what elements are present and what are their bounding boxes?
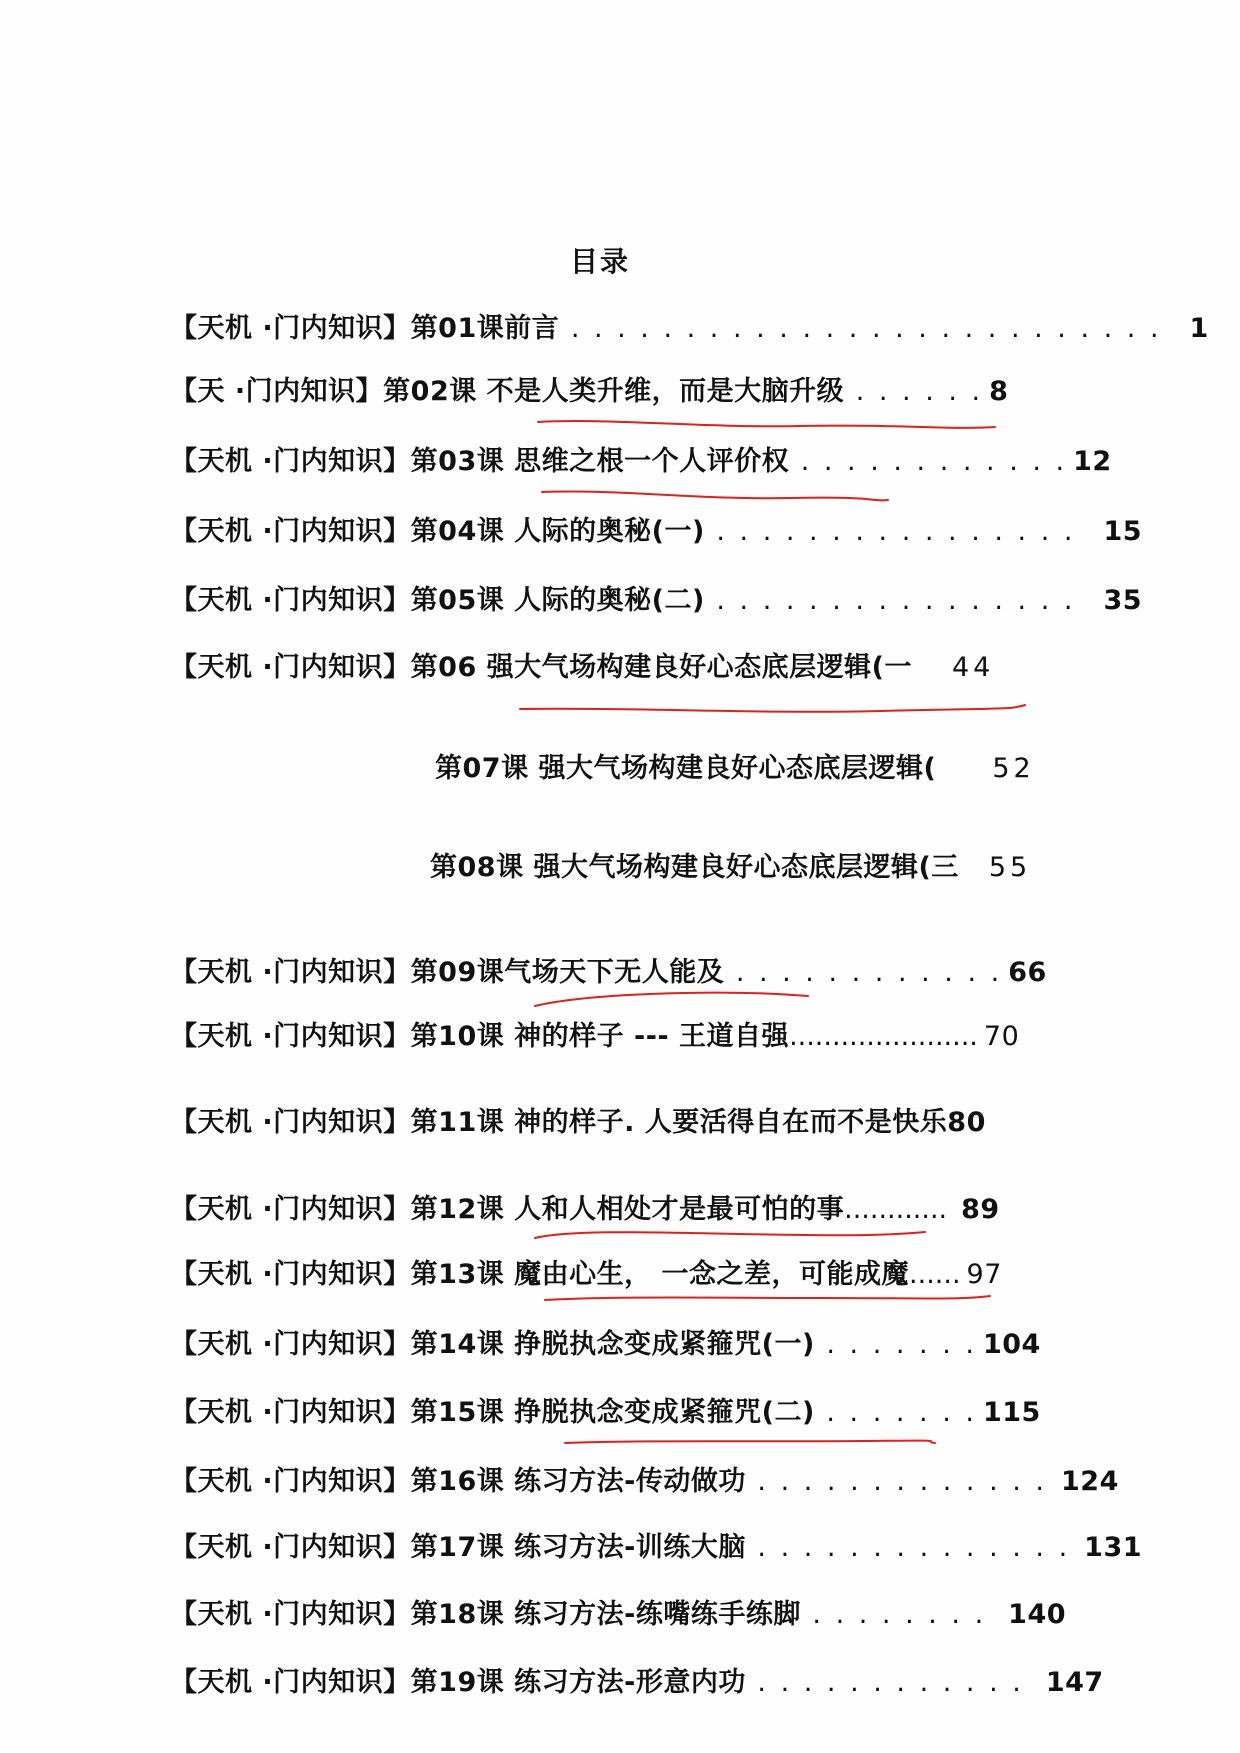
red-underline: [538, 421, 995, 428]
entry-text: 第07课 强大气场构建良好心态底层逻辑(: [435, 753, 937, 784]
page-number: 124: [1061, 1466, 1119, 1497]
leader-dots: . . . . . . .: [814, 1329, 977, 1360]
leader-dots: ......................: [789, 1021, 978, 1052]
entry-text: 【天机 ·门内知识】第11课 神的样子. 人要活得自在而不是快乐: [170, 1107, 948, 1138]
page-number: 89: [961, 1194, 1000, 1225]
leader-dots: . . . . . . . . . . . . . . . .: [704, 585, 1076, 616]
entry-text: 【天机 ·门内知识】第19课 练习方法-形意内功: [170, 1667, 746, 1698]
toc-entry: [170, 1459, 1119, 1498]
entry-text: 【天机 ·门内知识】第16课 练习方法-传动做功: [170, 1466, 746, 1497]
toc-entry: [170, 509, 1142, 548]
entry-text: 【天机 ·门内知识】第01课前言: [170, 313, 560, 344]
leader-dots: . . . . . .: [844, 376, 984, 407]
leader-dots: . . . . . . . . . . . . . .: [745, 1532, 1071, 1563]
leader-dots: ......: [909, 1259, 961, 1290]
page-number: 55: [988, 852, 1032, 883]
toc-entry: [170, 1322, 1041, 1361]
leader-dots: . . . . . . . . . . . . . . . .: [704, 516, 1076, 547]
red-underline: [545, 1296, 990, 1300]
toc-entry: [430, 845, 1031, 884]
leader-dots: . . . . . . . . . . . .: [724, 957, 1003, 988]
toc-entry: [170, 1100, 986, 1139]
leader-dots: . . . . . . .: [814, 1397, 977, 1428]
entry-text: 【天机 ·门内知识】第13课 魔由心生， 一念之差，可能成魔: [170, 1259, 910, 1290]
page-number: 66: [1008, 957, 1047, 988]
leader-dots: . . . . . . . . . . . .: [745, 1667, 1024, 1698]
page-number: 70: [983, 1021, 1020, 1052]
toc-entry: [170, 306, 1209, 345]
red-underline: [542, 491, 888, 500]
page-number: 1: [1189, 313, 1209, 344]
toc-entry: [435, 746, 1035, 785]
page-number: 115: [982, 1397, 1041, 1428]
entry-text: 第08课 强大气场构建良好心态底层逻辑(三: [430, 852, 959, 883]
entry-text: 【天机 ·门内知识】第03课 思维之根一个人评价权: [170, 446, 790, 477]
page-number: 147: [1045, 1667, 1104, 1698]
toc-entry: [170, 645, 994, 684]
entry-text: 【天机 ·门内知识】第17课 练习方法-训练大脑: [170, 1532, 746, 1563]
entry-text: 【天机 ·门内知识】第06 强大气场构建良好心态底层逻辑(一: [170, 652, 912, 683]
page-number: 80: [947, 1107, 986, 1138]
toc-entry: [170, 1252, 1002, 1291]
entry-text: 【天 ·门内知识】第02课 不是人类升维，而是大脑升级: [170, 376, 845, 407]
entry-text: 【天机 ·门内知识】第05课 人际的奥秘(二): [170, 585, 705, 616]
page-number: 104: [982, 1329, 1041, 1360]
toc-entry: [170, 1660, 1104, 1699]
page-number: 35: [1103, 585, 1143, 616]
entry-text: 【天机 ·门内知识】第12课 人和人相处才是最可怕的事: [170, 1194, 845, 1225]
red-underline: [535, 1232, 925, 1238]
leader-dots: . . . . . . . . . . . . . . . . . . . . . . . . . .: [559, 313, 1162, 344]
page-number: 131: [1084, 1532, 1143, 1563]
page-number: 8: [989, 376, 1009, 407]
entry-text: 【天机 ·门内知识】第10课 神的样子 --- 王道自强: [170, 1021, 790, 1052]
toc-entry: [170, 369, 1008, 408]
entry-text: 【天机 ·门内知识】第04课 人际的奥秘(一): [170, 516, 705, 547]
leader-dots: ............: [844, 1194, 948, 1225]
red-underline: [565, 1441, 935, 1443]
entry-text: 【天机 ·门内知识】第14课 挣脱执念变成紧箍咒(一): [170, 1329, 815, 1360]
toc-title: 目录: [569, 245, 630, 278]
entry-text: 【天机 ·门内知识】第09课气场天下无人能及: [170, 957, 725, 988]
toc-entry: [170, 1592, 1066, 1631]
page-number: 140: [1008, 1599, 1067, 1630]
page-number: 97: [966, 1259, 1002, 1290]
leader-dots: . . . . . . . . . . . .: [789, 446, 1068, 477]
page-number: 12: [1073, 446, 1112, 477]
entry-text: 【天机 ·门内知识】第18课 练习方法-练嘴练手练脚: [170, 1599, 801, 1630]
page-number: 44: [951, 652, 995, 683]
toc-entry: [170, 950, 1047, 989]
page-number: 15: [1103, 516, 1143, 547]
page-number: 52: [992, 753, 1035, 784]
toc-entry: [170, 1525, 1142, 1564]
entry-text: 【天机 ·门内知识】第15课 挣脱执念变成紧箍咒(二): [170, 1397, 815, 1428]
leader-dots: . . . . . . . .: [800, 1599, 987, 1630]
red-underline: [535, 993, 808, 1006]
toc-entry: [170, 1014, 1019, 1053]
toc-entry: [170, 1187, 1000, 1226]
red-underline: [520, 705, 1025, 712]
leader-dots: . . . . . . . . . . . . .: [745, 1466, 1047, 1497]
toc-entry: [170, 1390, 1041, 1429]
toc-entry: [170, 578, 1142, 617]
toc-entry: [170, 439, 1112, 478]
